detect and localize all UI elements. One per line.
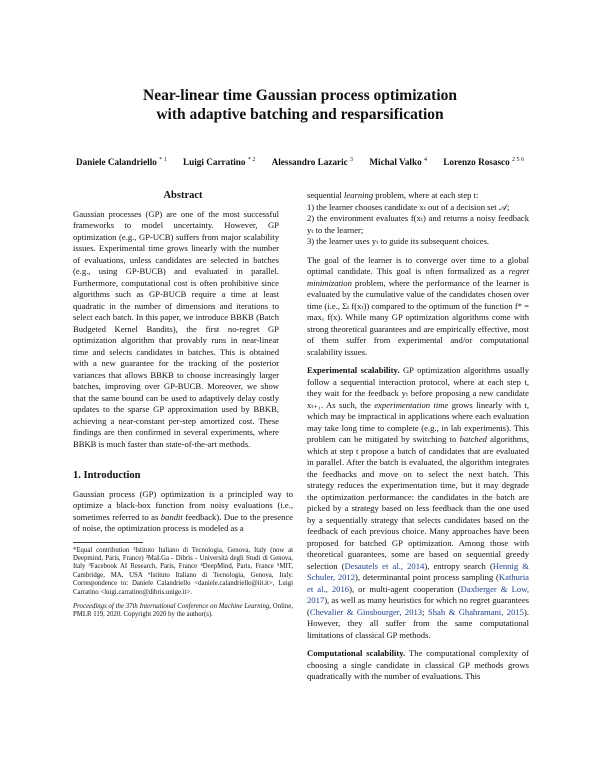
left-column [73, 190, 293, 620]
author: Lorenzo Rosasco $^{2 5 6}$ [443, 157, 525, 168]
proceedings-note: Proceedings of the 37th International Conference on Machine Learning, Online, PMLR 119, 2020. Copyright 2020 by the author(s). [73, 602, 293, 619]
protocol-step-3: 3) the learner uses yₜ to guide its subsequent choices. [307, 236, 490, 246]
affiliation-footnote: *Equal contribution ¹Istituto Italiano di Tecnologia, Genova, Italy (now at Deepmind, Paris, France) ²MaLGa - Dibris - Università degli Studi di Genova, Italy ³Facebook AI Research, Paris, France ⁴DeepMind, Paris, France ⁵MIT, Cambridge, MA, USA ⁶Istituto Italiano di Tecnologia, Genova, Italy. Correspondence to: Daniele Calandriello <daniele.calandriello@iit.it>, Luigi Carratino <luigi.carratino@dibris.unige.it>. [73, 546, 293, 596]
sequential-protocol-paragraph: sequential learning problem, where at each step t: 1) the learner chooses candidate xₜ out of a decision set 𝒜; 2) the environment evaluates f(xₜ) and returns a noisy feedback yₜ to the learner; 3) the learner uses yₜ to guide its subsequent choices. [307, 190, 529, 246]
author: Daniele Calandriello $^{* 1}$ [75, 157, 167, 168]
intro-paragraph: Gaussian process (GP) optimization is a principled way to optimize a black-box function from noisy evaluations (i.e., sometimes referred to as bandit feedback). Due to the presence of noise, the optimization process is modeled as a [73, 488, 293, 533]
run-in-heading: Experimental scalability. [307, 365, 400, 375]
right-column [307, 190, 529, 690]
author: Michal Valko $^4$ [369, 157, 427, 168]
abstract-text: Gaussian processes (GP) are one of the most successful frameworks to model uncertainty. However, GP optimization (e.g., GP-UCB) suffers from major scalability issues. Experimental time grows linearly with the number of evaluations, unless candidates are selected in batches (e.g., using GP-BUCB) and evaluated in parallel. Furthermore, computational cost is often prohibitive since algorithms such as GP-BUCB require a time at least quadratic in the number of dimensions and iterations to select each batch. In this paper, we introduce BBKB (Batch Budgeted Kernel Bandits), the first no-regret GP optimization algorithm that provably runs in near-linear time and selects candidates in batches. This is obtained with a new guarantee for the tracking of the posterior variances that allows BBKB to choose increasingly larger batches, improving over GP-BUCB. Moreover, we show that the same bound can be used to adaptively delay costly updates to the sparse GP approximation used by BBKB, achieving a near-constant per-step amortized cost. These findings are then confirmed in several experiments, where BBKB is much faster than state-of-the-art methods. [73, 208, 279, 449]
section-heading-introduction: 1. Introduction [73, 470, 141, 481]
footnote-rule [73, 542, 143, 543]
goal-paragraph: The goal of the learner is to converge over time to a global optimal candidate. This goal is often formalized as a regret minimization problem, where the performance of the learner is evaluated by the cumulative value of the candidates chosen over time (i.e., Σₜ f(xₜ)) compared to the optimum of the function f* = maxₓ f(x). While many GP optimization algorithms come with strong theoretical guarantees and are empirically effective, most of them suffer from experimental and/or computational scalability issues. [307, 254, 529, 357]
run-in-heading: Computational scalability. [307, 648, 406, 658]
author-list [0, 157, 600, 167]
protocol-step-2: 2) the environment evaluates f(xₜ) and returns a noisy feedback yₜ to the learner; [307, 213, 529, 235]
experimental-scalability-paragraph: Experimental scalability. GP optimization algorithms usually follow a sequential interaction protocol, where at each step t, they wait for the feedback yₜ before proposing a new candidate xₜ₊₁. As such, the experimentation time grows linearly with t, which may be impractical in applications where each evaluation may take long time to complete (e.g., in lab experiments). This problem can be mitigated by switching to batched algorithms, which at step t propose a batch of candidates that are evaluated in parallel. After the batch is evaluated, the algorithm integrates the feedbacks and move on to select the next batch. This strategy reduces the experimentation time, but it may degrade the optimization performance: the candidates in the batch are picked by a strategy based on less feedback than the one used by a sequentially strategy that selects candidates based on the feedback of each previous choice. Many approaches have been proposed for batched GP optimization. Among those with theoretical guarantees, some are based on sequential greedy selection (Desautels et al., 2014), entropy search (Hennig & Schuler, 2012), determinantal point process sampling (Kathuria et al., 2016), or multi-agent cooperation (Daxberger & Low, 2017), as well as many heuristics for which no regret guarantees (Chevalier & Ginsbourger, 2013; Shah & Ghahramani, 2015). However, they all suffer from the same computational limitations of classical GP methods. [307, 365, 529, 640]
citation-link[interactable]: Chevalier & Ginsbourger, 2013 [309, 606, 423, 617]
citation-link[interactable]: Hennig & Schuler, 2012 [307, 560, 529, 582]
citation-link[interactable]: Kathuria et al., 2016 [307, 572, 529, 594]
author: Alessandro Lazaric $^3$ [271, 157, 354, 168]
protocol-step-1: 1) the learner chooses candidate xₜ out of a decision set 𝒜; [307, 201, 510, 212]
computational-scalability-paragraph: Computational scalability. The computational complexity of choosing a single candidate in classical GP methods grows quadratically with the number of evaluations. This [307, 648, 529, 681]
abstract-heading: Abstract [163, 190, 203, 201]
title-line-1: Near-linear time Gaussian process optimization [143, 87, 457, 104]
citation-link[interactable]: Daxberger & Low, 2017 [307, 583, 529, 605]
paper-title [0, 86, 600, 124]
citation-link[interactable]: Shah & Ghahramani, 2015 [427, 606, 524, 617]
author: Luigi Carratino $^{* 2}$ [182, 157, 256, 168]
citation-link[interactable]: Desautels et al., 2014 [344, 560, 425, 571]
title-line-2: with adaptive batching and resparsification [156, 106, 444, 123]
